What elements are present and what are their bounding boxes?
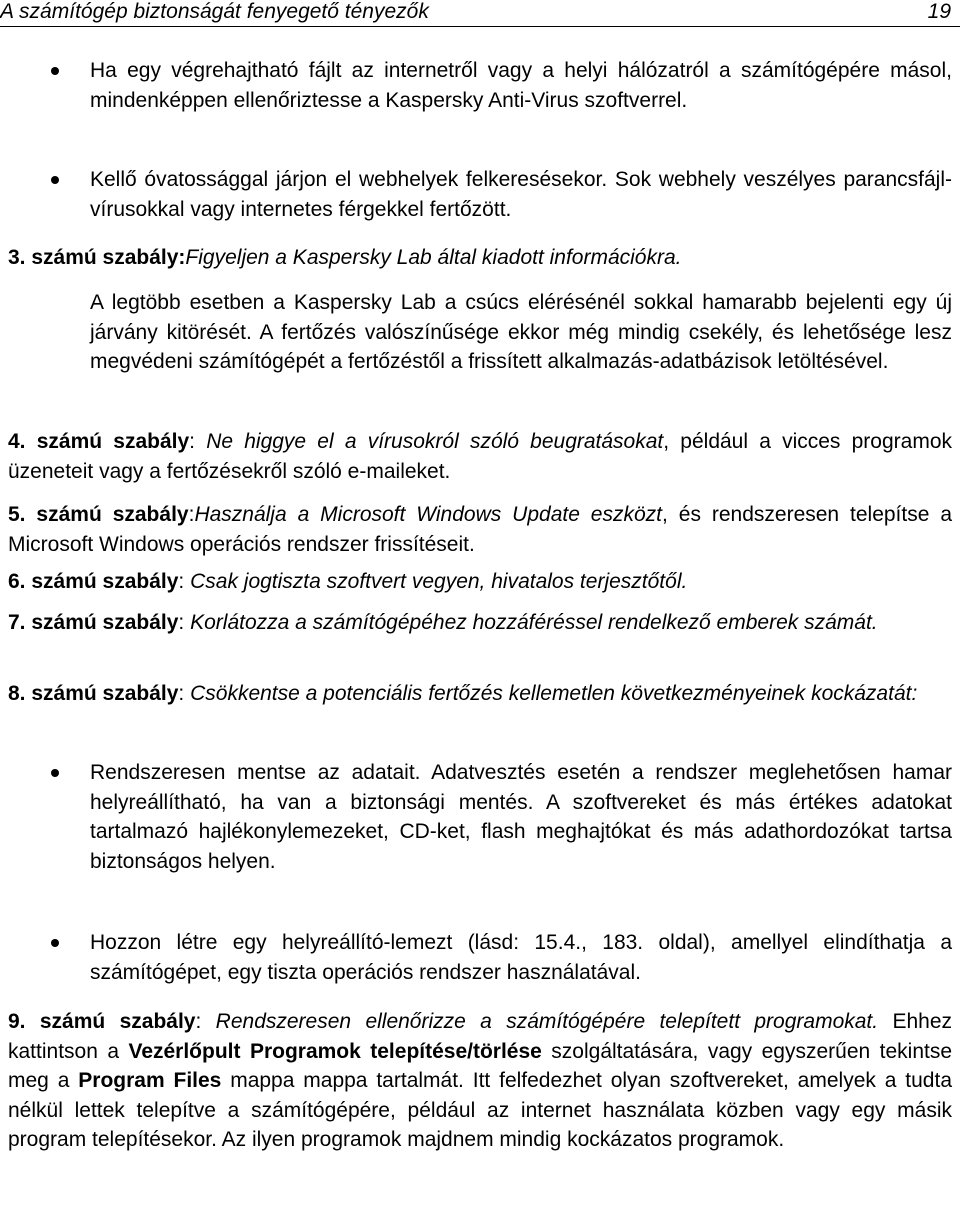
rule-5 xyxy=(8,500,952,559)
rule-8 xyxy=(8,679,952,709)
rule-9-text3: mappa mappa tartalmát. Itt felfedezhet olyan szoftvereket, amelyek a tudta nélkül lettek telepítve a számítógépére, például az internet használata közben vagy egy másik program telepítésekor. Az ilyen programok majdnem mindig kockázatos programok. xyxy=(8,1069,952,1151)
rule-8-label: 8. számú szabály xyxy=(8,682,179,705)
rule-9-control-panel: Vezérlőpult Programok telepítése/törlése xyxy=(128,1039,542,1063)
bullet-icon xyxy=(43,758,67,788)
rule-7-sep: : xyxy=(178,611,191,634)
rule-9-text1: Ehhez kattintson a xyxy=(8,1010,953,1063)
rule-6-label: 6. számú szabály xyxy=(8,570,179,593)
rule-8-title: Csökkentse a potenciális fertőzés kellemetlen következményeinek kockázatát: xyxy=(190,682,918,705)
header-title: A számítógép biztonságát fenyegető tényezők xyxy=(0,0,429,23)
page-header xyxy=(0,0,960,27)
rule-5-label: 5. számú szabály xyxy=(8,503,189,526)
rule-6-title: Csak jogtiszta szoftvert vegyen, hivatalos terjesztőtől. xyxy=(190,570,688,593)
rule-9-label: 9. számú szabály xyxy=(8,1010,196,1033)
rule-5-rest: , és rendszeresen telepítse a Microsoft Windows operációs rendszer frissítéseit. xyxy=(8,503,952,556)
bullet-icon xyxy=(43,165,67,195)
rule-3-body: A legtöbb esetben a Kaspersky Lab a csúcs elérésénél sokkal hamarabb bejelenti egy új járvány kitörését. A fertőzés valószínűsége ekkor még mindig csekély, és lehetősége lesz megvédeni számítógépét a fertőzéstől a frissített alkalmazás-adatbázisok letöltésével. xyxy=(90,291,952,373)
rule-9-program-files: Program Files xyxy=(78,1069,222,1092)
rule-9-text2: szolgáltatására, vagy egyszerűen tekintse meg a xyxy=(8,1039,953,1092)
rule-4-rest: , például a vicces programok üzeneteit vagy a fertőzésekről szóló e-maileket. xyxy=(8,430,953,483)
rule-4-title: Ne higgye el a vírusokról szóló beugratásokat xyxy=(206,430,664,453)
bullet-item-recovery-disk: Hozzon létre egy helyreállító-lemezt (lásd: 15.4., 183. oldal), amellyel elindíthatja a számítógépet, egy tiszta operációs rendszer használatával. xyxy=(90,931,952,984)
bullet-item-copy-files: Ha egy végrehajtható fájlt az internetről vagy a helyi hálózatról a számítógépére másol, mindenképpen ellenőriztesse a Kaspersky Anti-Virus szoftverrel. xyxy=(90,59,952,112)
bullet-item-web-caution: Kellő óvatossággal járjon el webhelyek felkeresésekor. Sok webhely veszélyes parancsfájl-vírusokkal vagy internetes férgekkel fertőzött. xyxy=(90,168,952,221)
rule-6-sep: : xyxy=(178,570,191,593)
rule-5-sep: : xyxy=(188,503,195,526)
rule-4 xyxy=(8,427,952,486)
bullet-icon xyxy=(43,56,67,86)
rule-8-sep: : xyxy=(178,682,191,705)
rule-3-label: 3. számú szabály: xyxy=(8,246,186,269)
rule-4-sep: : xyxy=(189,430,207,453)
rule-7-title: Korlátozza a számítógépéhez hozzáféréssel rendelkező emberek számát. xyxy=(190,611,878,634)
bullet-item-backup: Rendszeresen mentse az adatait. Adatvesztés esetén a rendszer meglehetősen hamar helyreállítható, ha van a biztonsági mentés. A szoftvereket és más értékes adatokat tartalmazó hajlékonylemezeket, CD-ket, flash meghajtókat és más adathordozókat tartsa biztonságos helyen. xyxy=(90,761,952,873)
rule-5-title: Használja a Microsoft Windows Update eszközt xyxy=(194,503,663,526)
rule-9-title: Rendszeresen ellenőrizze a számítógépére telepített programokat. xyxy=(215,1010,879,1033)
page-number: 19 xyxy=(927,0,951,23)
rule-6 xyxy=(8,567,952,597)
rule-4-label: 4. számú szabály xyxy=(8,430,190,453)
rule-7 xyxy=(8,608,952,638)
rule-3-title: Figyeljen a Kaspersky Lab által kiadott információkra. xyxy=(185,246,682,269)
rule-9-sep: : xyxy=(195,1010,216,1033)
rule-3-heading xyxy=(8,243,952,273)
rule-7-label: 7. számú szabály xyxy=(8,611,179,634)
rule-9 xyxy=(8,1007,952,1155)
bullet-icon xyxy=(43,928,67,958)
